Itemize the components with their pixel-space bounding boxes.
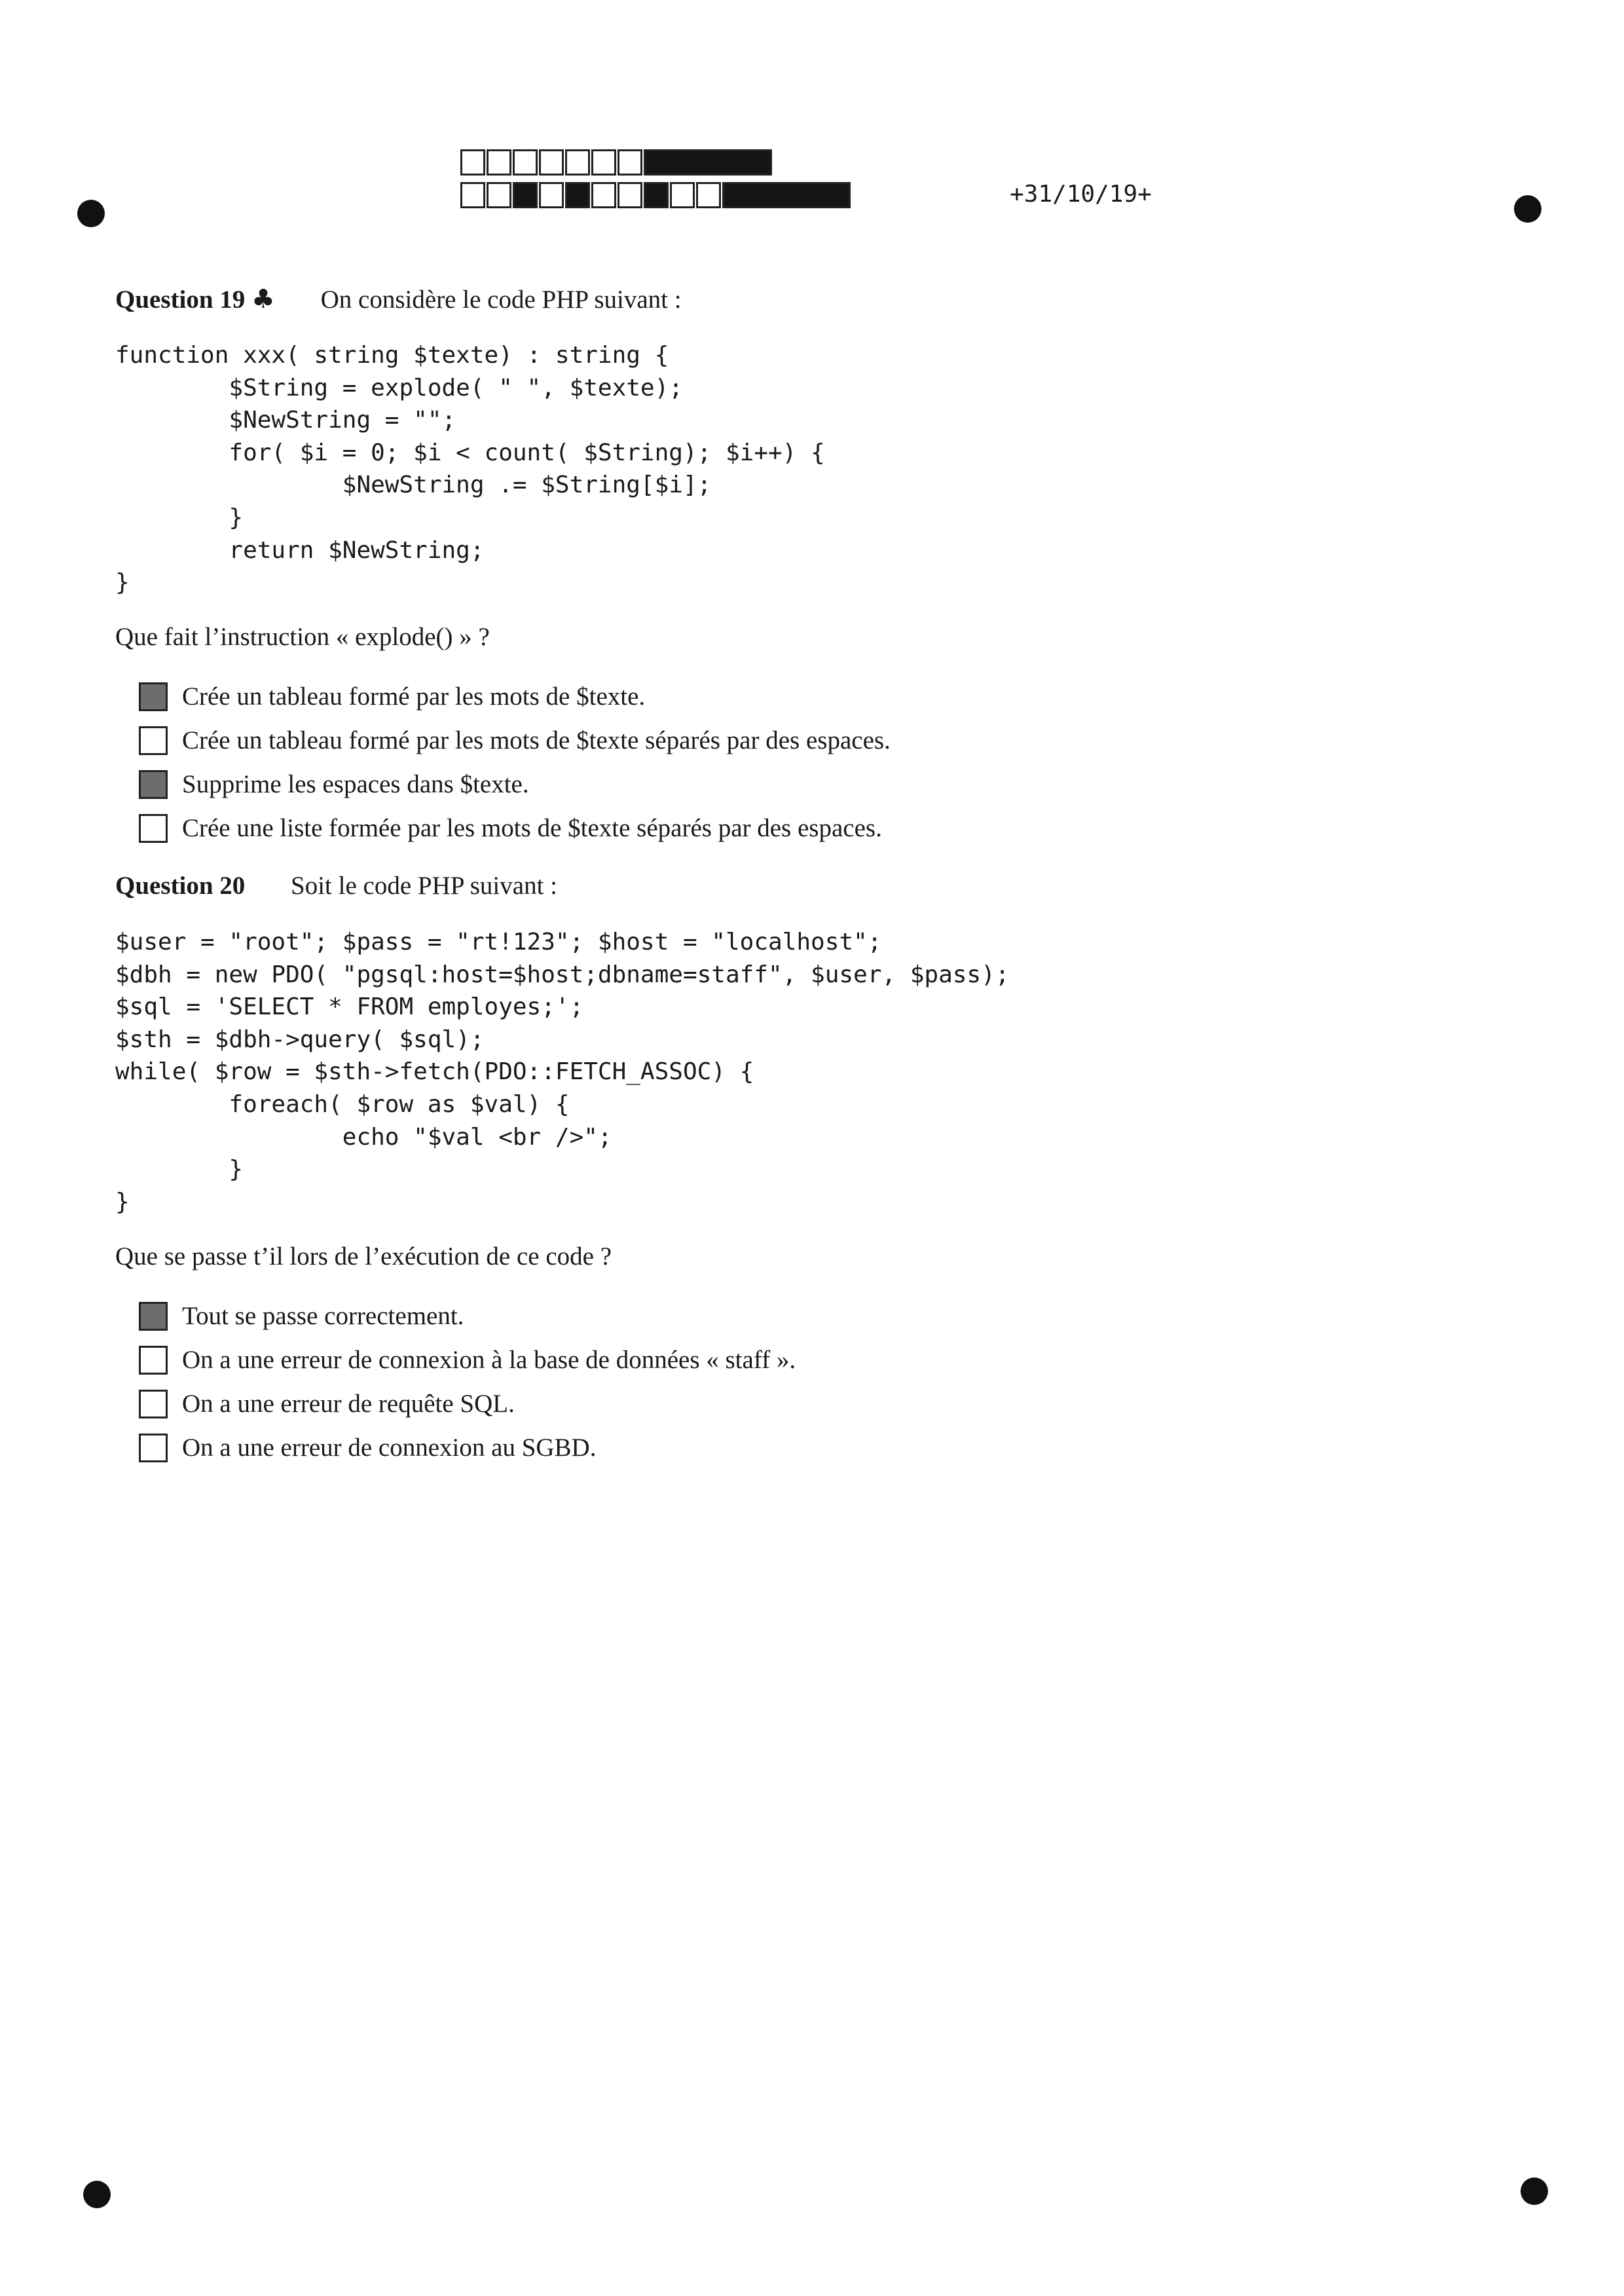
barcode-cell [644, 182, 669, 208]
registration-mark [1514, 195, 1541, 223]
answer-option[interactable] [139, 675, 891, 718]
question-label: Question 20 [115, 872, 246, 900]
answer-text: Crée un tableau formé par les mots de $texte. [182, 682, 646, 711]
barcode-cell [722, 182, 851, 208]
question-text: Que se passe t’il lors de l’exécution de ce code ? [115, 1242, 612, 1270]
barcode-cell [460, 149, 485, 176]
barcode-cell [591, 182, 616, 208]
answer-option[interactable] [139, 762, 891, 806]
answer-text: On a une erreur de requête SQL. [182, 1390, 515, 1418]
question-19-title [115, 284, 682, 314]
answer-text: Crée une liste formée par les mots de $texte séparés par des espaces. [182, 814, 882, 842]
question-intro: On considère le code PHP suivant : [320, 286, 682, 314]
answer-text: Tout se passe correctement. [182, 1302, 464, 1330]
php-code-block: $user = "root"; $pass = "rt!123"; $host = "localhost"; $dbh = new PDO( "pgsql:host=$host;dbname=staff", $user, $pass); $sql = 'SELECT * FROM employes;'; $sth = $dbh->query( $sql); while( $row = $sth->fetch(PDO::FETCH_ASSOC) { foreach( $row as $val) { echo "$val <br />"; } } [115, 929, 1010, 1215]
registration-mark [77, 200, 105, 227]
registration-mark [83, 2181, 111, 2208]
page-barcode-row-2 [460, 182, 851, 208]
answer-text: Supprime les espaces dans $texte. [182, 770, 529, 798]
page-barcode-row-1 [460, 149, 772, 176]
barcode-cell [513, 149, 538, 176]
copy-id: +31/10/19+ [1010, 181, 1152, 208]
answer-list [139, 1294, 796, 1470]
barcode-cell [565, 149, 590, 176]
barcode-cell [670, 182, 695, 208]
answer-option[interactable] [139, 1338, 796, 1382]
question-intro: Soit le code PHP suivant : [291, 872, 557, 900]
answer-checkbox[interactable] [139, 1434, 168, 1462]
barcode-cell [696, 182, 721, 208]
answer-text: On a une erreur de connexion à la base de données « staff ». [182, 1346, 796, 1374]
question-label: Question 19 [115, 286, 246, 314]
registration-mark [1521, 2177, 1548, 2205]
barcode-cell [644, 149, 772, 176]
answer-option[interactable] [139, 1426, 796, 1470]
question-20-title [115, 871, 557, 900]
php-code-block: function xxx( string $texte) : string { $String = explode( " ", $texte); $NewString = ""; for( $i = 0; $i < count( $String); $i++) { $NewString .= $String[$i]; } return $NewString; } [115, 342, 825, 597]
answer-checkbox[interactable] [139, 1302, 168, 1331]
answer-text: On a une erreur de connexion au SGBD. [182, 1434, 597, 1462]
answer-checkbox[interactable] [139, 726, 168, 755]
answer-checkbox[interactable] [139, 1346, 168, 1375]
barcode-cell [618, 149, 642, 176]
answer-option[interactable] [139, 1294, 796, 1338]
barcode-cell [539, 149, 564, 176]
answer-list [139, 675, 891, 850]
answer-option[interactable] [139, 718, 891, 762]
barcode-cell [591, 149, 616, 176]
barcode-cell [618, 182, 642, 208]
barcode-cell [513, 182, 538, 208]
answer-checkbox[interactable] [139, 682, 168, 711]
multiple-answer-club-icon: ♣ [251, 284, 275, 314]
answer-option[interactable] [139, 806, 891, 850]
question-text: Que fait l’instruction « explode() » ? [115, 623, 490, 651]
barcode-cell [539, 182, 564, 208]
answer-text: Crée un tableau formé par les mots de $texte séparés par des espaces. [182, 726, 891, 754]
answer-checkbox[interactable] [139, 770, 168, 799]
answer-checkbox[interactable] [139, 814, 168, 843]
barcode-cell [487, 182, 511, 208]
answer-checkbox[interactable] [139, 1390, 168, 1418]
barcode-cell [565, 182, 590, 208]
answer-option[interactable] [139, 1382, 796, 1426]
barcode-cell [487, 149, 511, 176]
barcode-cell [460, 182, 485, 208]
